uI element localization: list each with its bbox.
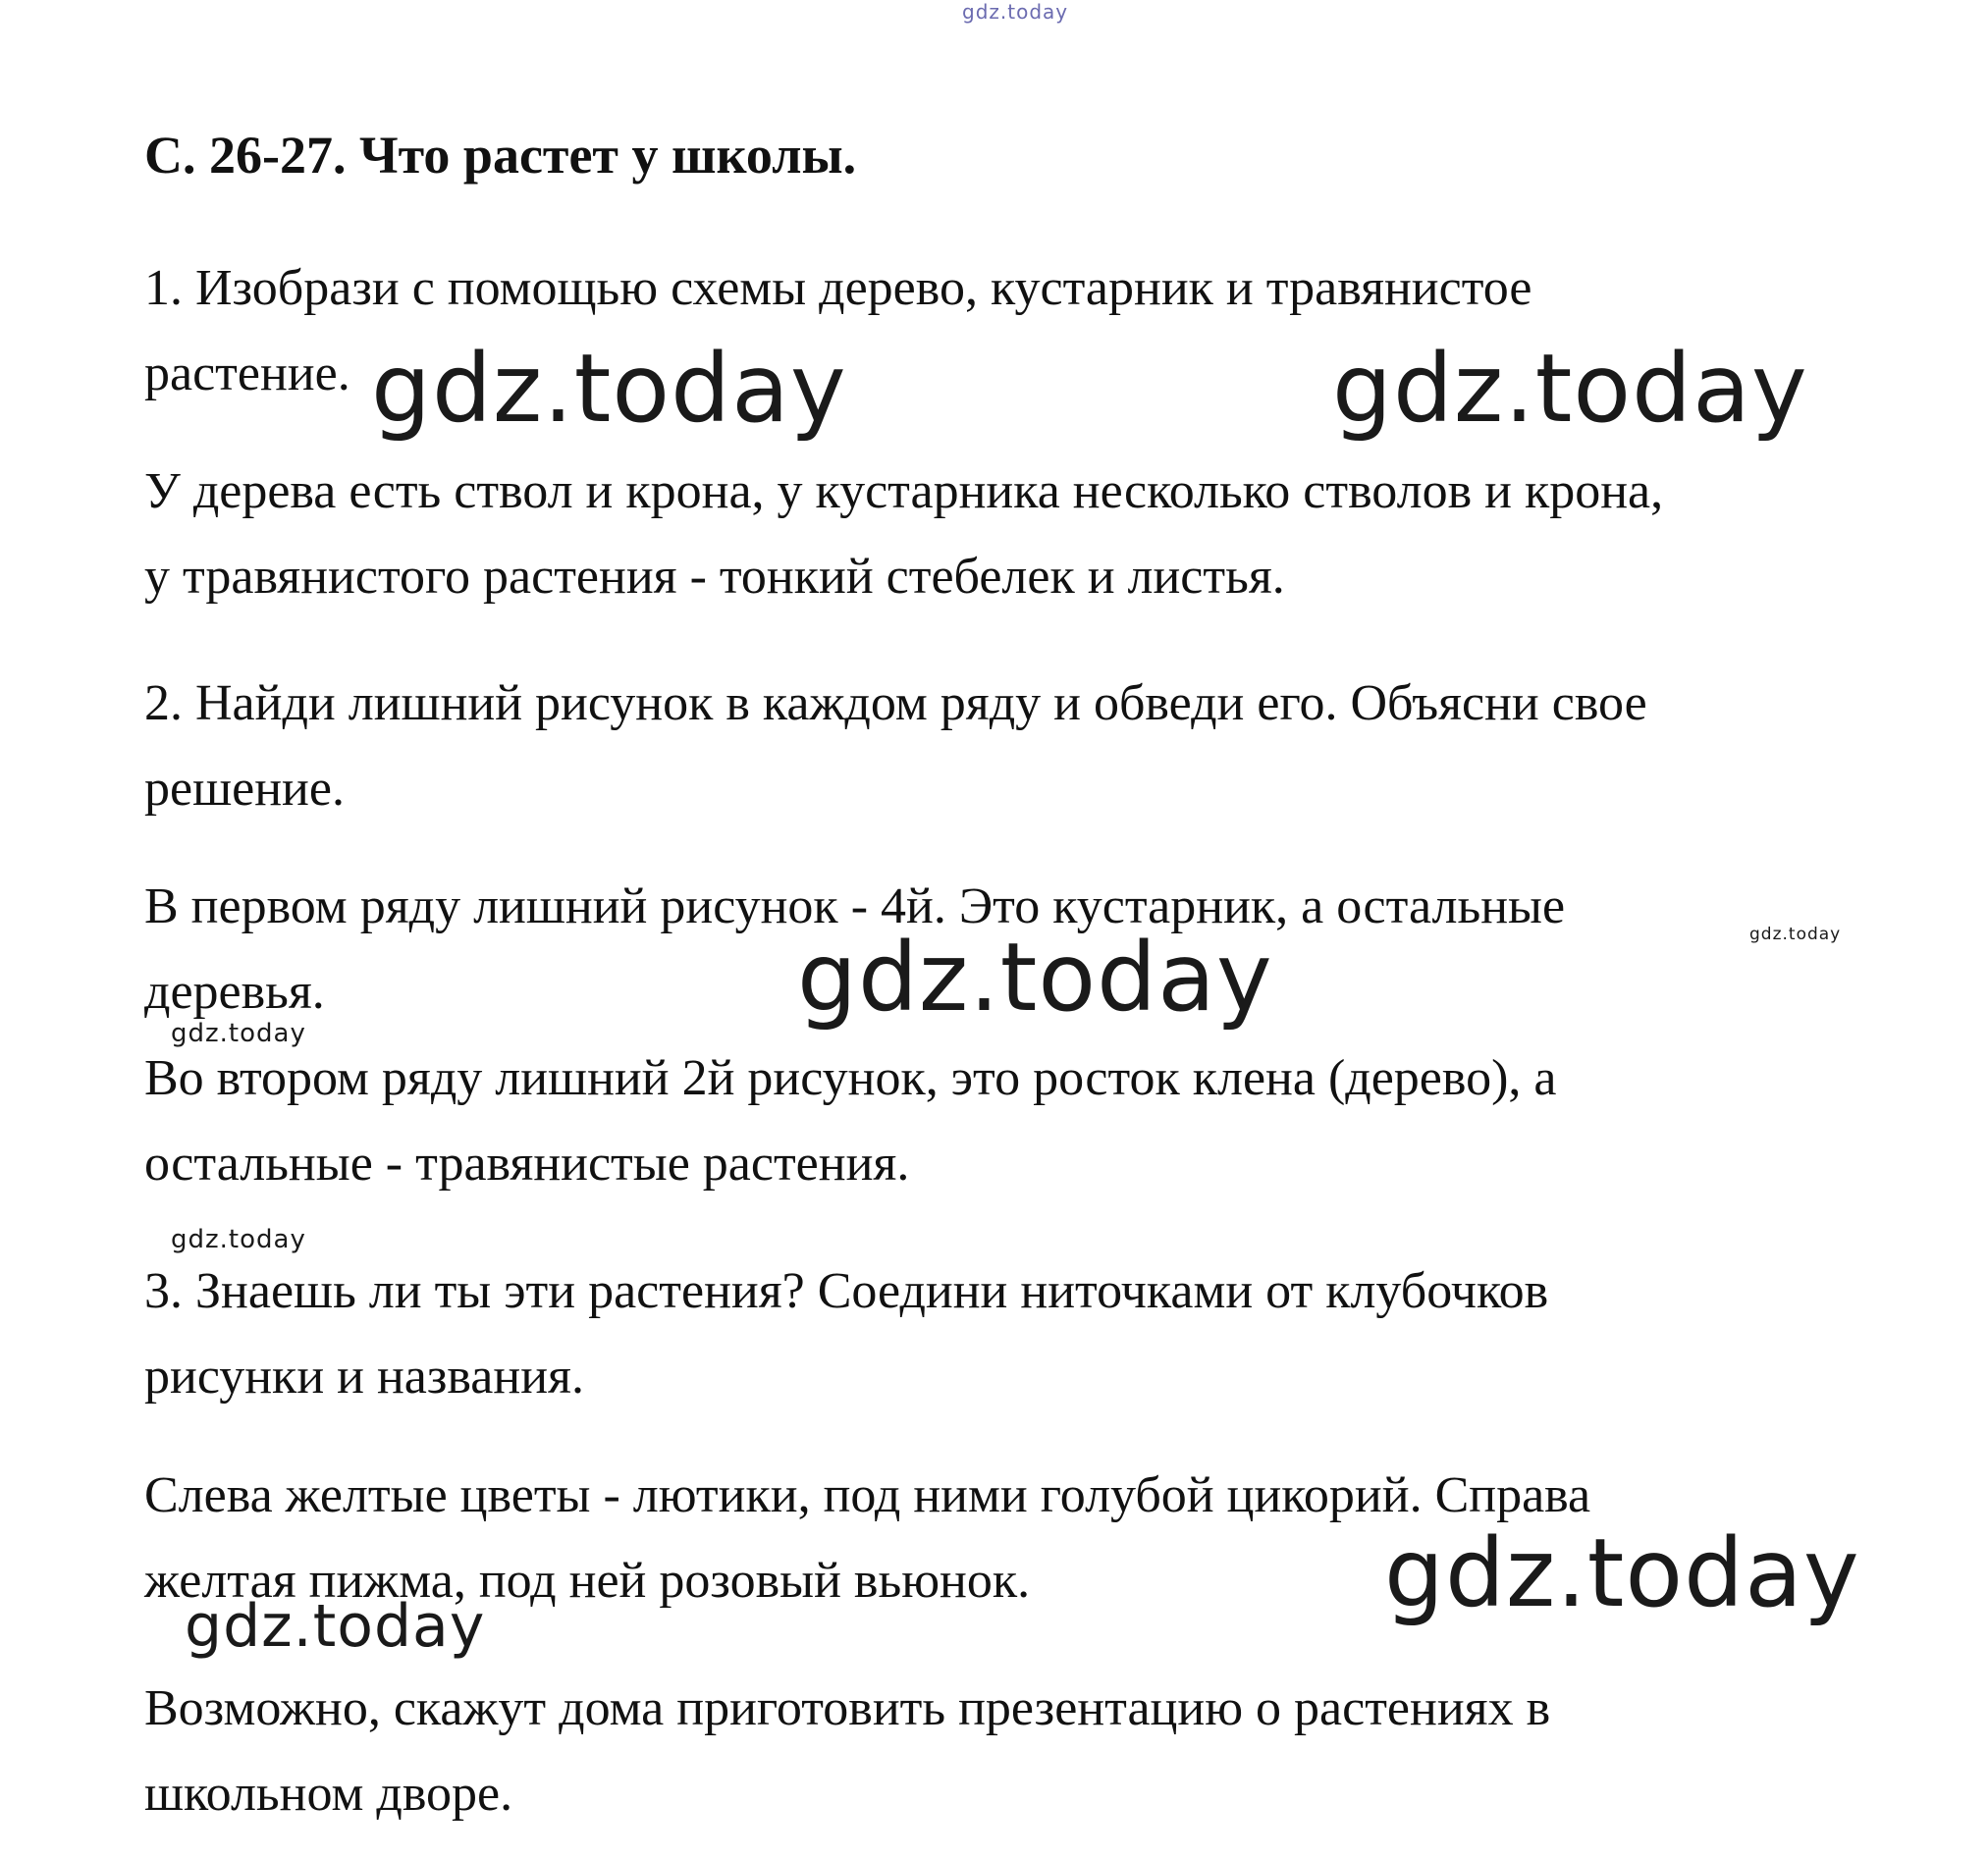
- watermark-medium: gdz.today: [185, 1592, 486, 1661]
- task-3-text: [144, 1248, 1911, 1419]
- page-title: С. 26-27. Что растет у школы.: [144, 126, 857, 185]
- watermark-top: gdz.today: [962, 0, 1069, 24]
- text-line: 2. Найди лишний рисунок в каждом ряду и обведи его. Объясни свое: [144, 675, 1647, 731]
- text-line: Возможно, скажут дома приготовить презентацию о растениях в: [144, 1680, 1551, 1736]
- text-line: остальные - травянистые растения.: [144, 1136, 910, 1192]
- text-line: У дерева есть ствол и крона, у кустарника несколько стволов и крона,: [144, 463, 1664, 519]
- text-line: желтая пижма, под ней розовый вьюнок.: [144, 1553, 1031, 1609]
- watermark-small-1: gdz.today: [1749, 925, 1842, 944]
- watermark-large-3: gdz.today: [797, 923, 1273, 1033]
- watermark-small-2: gdz.today: [171, 1019, 306, 1048]
- text-line: Во втором ряду лишний 2й рисунок, это росток клена (дерево), а: [144, 1050, 1557, 1106]
- text-line: решение.: [144, 761, 345, 817]
- text-line: школьном дворе.: [144, 1766, 513, 1822]
- text-line: 3. Знаешь ли ты эти растения? Соедини ниточками от клубочков: [144, 1263, 1549, 1319]
- watermark-large-2: gdz.today: [1332, 334, 1808, 444]
- text-line: у травянистого растения - тонкий стебелек и листья.: [144, 549, 1285, 605]
- text-line: растение.: [144, 345, 350, 401]
- text-line: 1. Изобрази с помощью схемы дерево, кустарник и травянистое: [144, 260, 1532, 316]
- watermark-small-3: gdz.today: [171, 1225, 306, 1254]
- answer-1-text: [144, 449, 1911, 619]
- answer-2-row2-text: [144, 1035, 1911, 1206]
- text-line: В первом ряду лишний рисунок - 4й. Это кустарник, а остальные: [144, 878, 1566, 934]
- text-line: рисунки и названия.: [144, 1349, 584, 1405]
- watermark-large-1: gdz.today: [371, 334, 847, 444]
- note-text: [144, 1666, 1911, 1836]
- task-2-text: [144, 661, 1911, 831]
- watermark-large-4: gdz.today: [1384, 1518, 1860, 1628]
- text-line: деревья.: [144, 964, 325, 1020]
- text-line: Слева желтые цветы - лютики, под ними голубой цикорий. Справа: [144, 1467, 1591, 1523]
